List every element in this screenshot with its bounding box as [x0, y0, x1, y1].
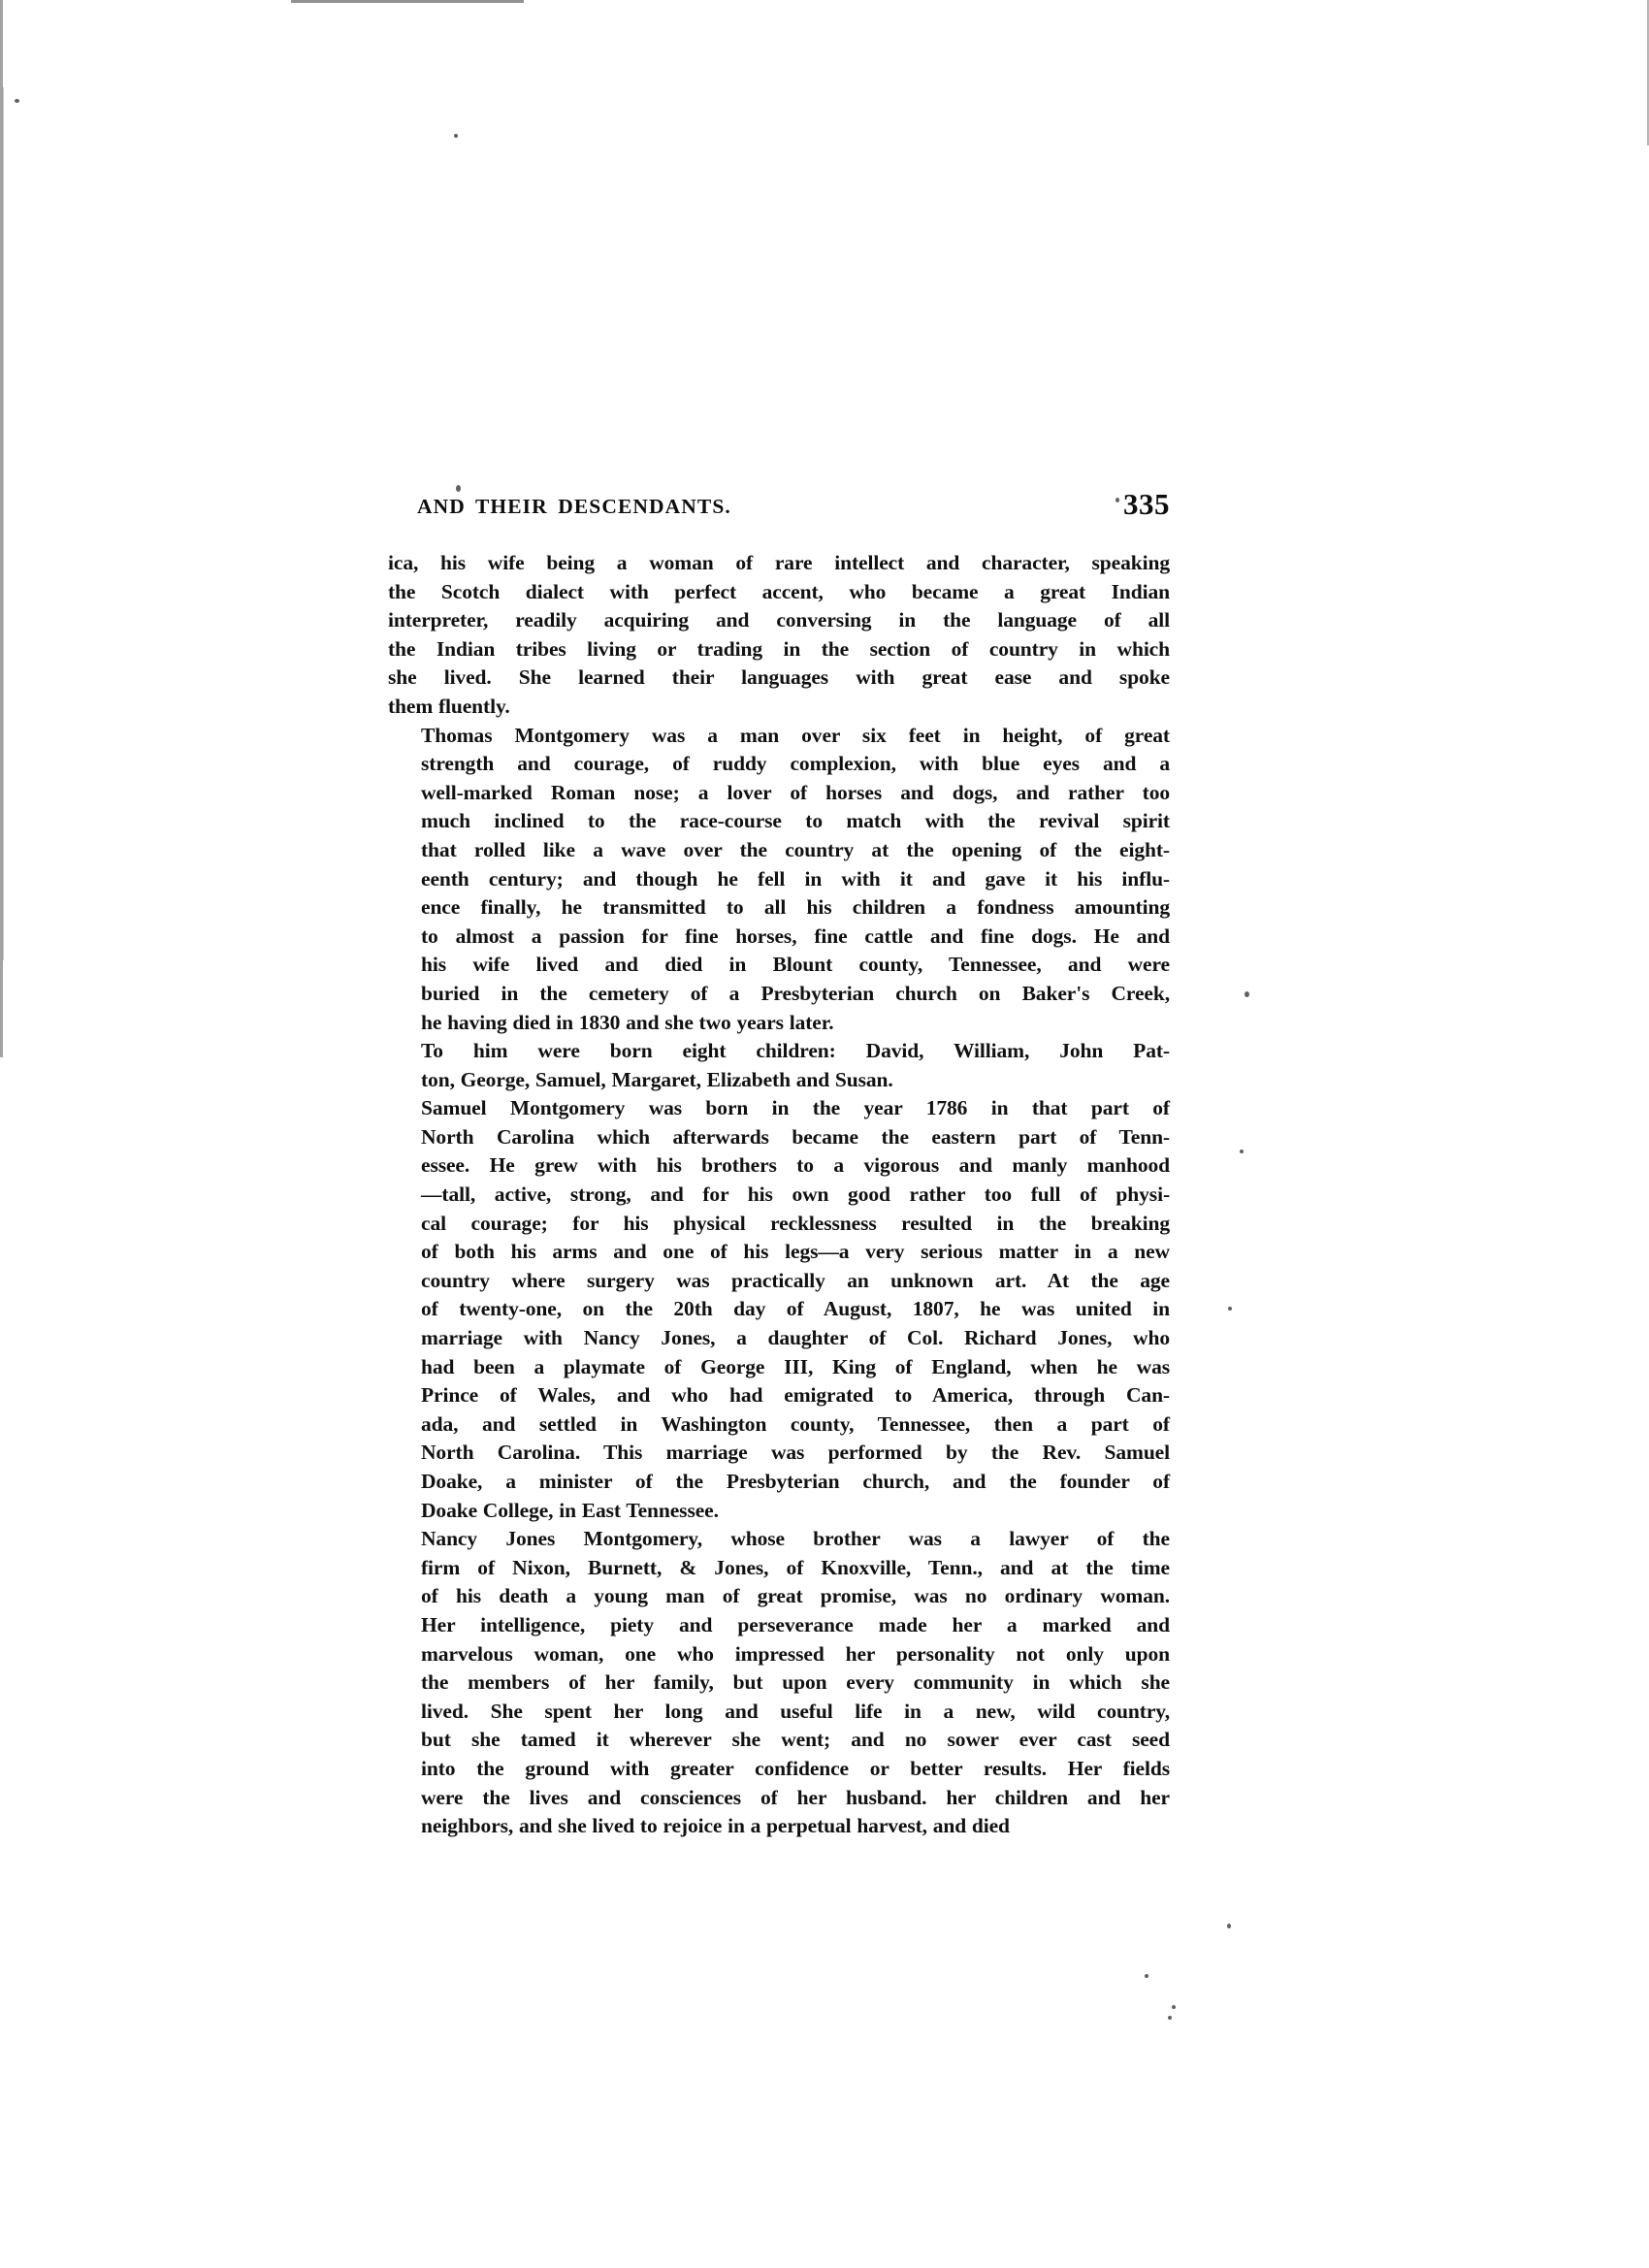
- text-line: eenth century; and though he fell in with it and gave it his influ-: [421, 866, 1170, 891]
- running-head-title: AND THEIR DESCENDANTS.: [417, 495, 731, 518]
- text-line: Doake, a minister of the Presbyterian church, and the founder of: [421, 1470, 1170, 1493]
- scan-speck: [1240, 1150, 1244, 1153]
- scan-edge-top: [291, 0, 524, 3]
- text-line: but she tamed it wherever she went; and no sower ever cast seed: [421, 1728, 1170, 1752]
- scan-speck: [1245, 991, 1249, 997]
- text-line: Her intelligence, piety and perseverance made her a marked and: [421, 1612, 1170, 1636]
- text-line: marvelous woman, one who impressed her personality not only upon: [421, 1641, 1170, 1666]
- scan-speck: [1168, 2016, 1172, 2020]
- text-line: well-marked Roman nose; a lover of horses and dogs, and rather too: [421, 780, 1170, 804]
- page-number: 335: [1123, 487, 1170, 521]
- scan-speck: [1228, 1307, 1232, 1311]
- text-line: North Carolina. This marriage was performed by the Rev. Samuel: [421, 1441, 1170, 1465]
- para-nancy-jones-montgomery: [388, 1525, 1170, 1841]
- text-line: had been a playmate of George III, King of England, when he was: [421, 1354, 1170, 1378]
- text-line: marriage with Nancy Jones, a daughter of Col. Richard Jones, who: [421, 1326, 1170, 1350]
- text-line: interpreter, readily acquiring and conversing in the language of all: [388, 608, 1170, 632]
- text-line: much inclined to the race-course to match with the revival spirit: [421, 809, 1170, 833]
- text-line: Thomas Montgomery was a man over six feet in height, of great: [421, 723, 1170, 747]
- scan-speck: [15, 99, 19, 103]
- text-line: strength and courage, of ruddy complexion, with blue eyes and a: [421, 752, 1170, 776]
- text-line: Nancy Jones Montgomery, whose brother was a lawyer of the: [421, 1527, 1170, 1551]
- scan-edge-left-secondary: [2, 87, 4, 960]
- text-line: Doake College, in East Tennessee.: [421, 1498, 719, 1522]
- scan-speck: [1145, 1974, 1148, 1978]
- text-line: of his death a young man of great promise, was no ordinary woman.: [421, 1584, 1170, 1608]
- scan-speck: [454, 134, 458, 138]
- text-line: country where surgery was practically an unknown art. At the age: [421, 1268, 1170, 1292]
- text-line: his wife lived and died in Blount county, Tennessee, and were: [421, 953, 1170, 977]
- text-line: into the ground with greater confidence or better results. Her fields: [421, 1756, 1170, 1780]
- scan-speck: [1172, 2005, 1176, 2009]
- text-line: cal courage; for his physical recklessness resulted in the breaking: [421, 1211, 1170, 1235]
- text-line: the Scotch dialect with perfect accent, who became a great Indian: [388, 579, 1170, 603]
- text-line: she lived. She learned their languages with great ease and spoke: [388, 665, 1170, 690]
- text-line: them fluently.: [388, 694, 510, 718]
- text-line: North Carolina which afterwards became the eastern part of Tenn-: [421, 1124, 1170, 1149]
- text-line: ica, his wife being a woman of rare intellect and character, speaking: [388, 551, 1170, 574]
- text-line: he having died in 1830 and she two years later.: [421, 1010, 834, 1034]
- text-line: ton, George, Samuel, Margaret, Elizabeth and Susan.: [421, 1067, 893, 1091]
- text-line: Samuel Montgomery was born in the year 1786 in that part of: [421, 1096, 1170, 1120]
- text-line: were the lives and consciences of her husband. her children and her: [421, 1785, 1170, 1809]
- para-thomas-montgomery: [388, 722, 1170, 1038]
- text-line: that rolled like a wave over the country at the opening of the eight-: [421, 837, 1170, 861]
- text-line: to almost a passion for fine horses, fine cattle and fine dogs. He and: [421, 923, 1170, 948]
- running-head: [388, 487, 1170, 537]
- text-line: firm of Nixon, Burnett, & Jones, of Knoxville, Tenn., and at the time: [421, 1555, 1170, 1579]
- text-line: buried in the cemetery of a Presbyterian church on Baker's Creek,: [421, 981, 1170, 1005]
- text-line: —tall, active, strong, and for his own good rather too full of physi-: [421, 1183, 1170, 1207]
- text-line: essee. He grew with his brothers to a vigorous and manly manhood: [421, 1153, 1170, 1178]
- text-line: the Indian tribes living or trading in the section of country in which: [388, 636, 1170, 661]
- text-line: lived. She spent her long and useful life in a new, wild country,: [421, 1699, 1170, 1723]
- para-continued-america: [388, 549, 1170, 722]
- scan-speck: [456, 485, 461, 492]
- para-eight-children: [388, 1037, 1170, 1094]
- text-line: the members of her family, but upon every community in which she: [421, 1670, 1170, 1695]
- text-line: To him were born eight children: David, William, John Pat-: [421, 1039, 1170, 1063]
- text-line: ada, and settled in Washington county, Tennessee, then a part of: [421, 1411, 1170, 1436]
- text-line: of twenty-one, on the 20th day of August, 1807, he was united in: [421, 1297, 1170, 1321]
- para-samuel-montgomery: [388, 1094, 1170, 1525]
- text-line: neighbors, and she lived to rejoice in a perpetual harvest, and died: [421, 1814, 1010, 1838]
- body-text: [388, 549, 1170, 1841]
- page-text-block: [388, 487, 1170, 1841]
- scan-speck: [1227, 1924, 1231, 1928]
- text-line: of both his arms and one of his legs—a very serious matter in a new: [421, 1240, 1170, 1264]
- text-line: Prince of Wales, and who had emigrated to America, through Can-: [421, 1383, 1170, 1408]
- text-line: ence finally, he transmitted to all his children a fondness amounting: [421, 895, 1170, 920]
